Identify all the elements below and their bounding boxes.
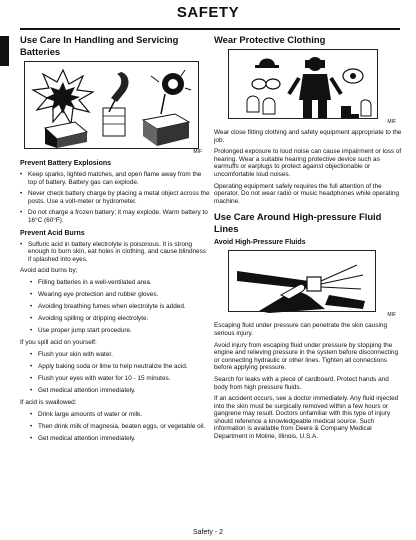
- battery-safety-illustration: [24, 61, 199, 149]
- body-paragraph: Avoid injury from escaping fluid under pressure by stopping the engine and relieving pressure in the system before disconnecting or connecting hydraulic or other lines. Tighten all connections before applying pressure.: [214, 341, 399, 372]
- list-item: • Sulfuric acid in battery electrolyte is poisonous. It is strong enough to burn skin, eat holes in clothing, and cause blindness if splashed into eyes.: [20, 241, 210, 264]
- list-item: • Avoiding spilling or dripping electrolyte.: [20, 315, 210, 323]
- list-item: • Then drink milk of magnesia, beaten eggs, or vegetable oil.: [20, 423, 210, 431]
- protective-gear-image: [229, 50, 379, 120]
- list-item: • Drink large amounts of water or milk.: [20, 411, 210, 419]
- acid-burns-heading: Prevent Acid Burns: [20, 229, 85, 237]
- list-item: • Get medical attention immediately.: [20, 435, 210, 443]
- page-footer: Safety - 2: [193, 529, 223, 536]
- high-pressure-fluids-heading: Avoid High-Pressure Fluids: [214, 239, 306, 247]
- list-item: • Flush your eyes with water for 10 - 15 minutes.: [20, 375, 210, 383]
- list-item: • Flush your skin with water.: [20, 351, 210, 359]
- list-item: • Never check battery charge by placing a metal object across the posts. Use a volt-meter or hydrometer.: [20, 190, 210, 205]
- spill-acid-label: If you spill acid on yourself:: [20, 339, 97, 347]
- body-paragraph: Escaping fluid under pressure can penetrate the skin causing serious injury.: [214, 322, 388, 337]
- body-paragraph: Wear close fitting clothing and safety equipment appropriate to the job.: [214, 129, 402, 144]
- figure-code: MIF: [387, 119, 396, 125]
- protective-clothing-illustration: [228, 49, 378, 119]
- list-item: • Apply baking soda or lime to help neutralize the acid.: [20, 363, 210, 371]
- list-item: • Do not charge a frozen battery; it may explode. Warm battery to 16°C (60°F).: [20, 209, 210, 224]
- figure-code: MIF: [387, 312, 396, 319]
- battery-section-title: Use Care In Handling and Servicing Batteries: [20, 34, 179, 57]
- figure-code: MIF: [193, 149, 202, 155]
- battery-hazard-image: [25, 62, 200, 150]
- fluid-lines-title: Use Care Around High-pressure Fluid Lines: [214, 211, 382, 235]
- list-item: • Filling batteries in a well-ventilated area.: [20, 279, 210, 287]
- section-tab-marker: [0, 36, 9, 66]
- header-divider: [20, 28, 400, 30]
- right-column: [214, 34, 402, 445]
- protective-clothing-title: Wear Protective Clothing: [214, 34, 326, 45]
- avoid-acid-label: Avoid acid burns by;: [20, 267, 78, 275]
- page-title: SAFETY: [176, 4, 240, 21]
- fluid-injection-image: [229, 251, 377, 313]
- list-item: • Use proper jump start procedure.: [20, 327, 210, 335]
- left-column: [20, 34, 210, 447]
- list-item: • Get medical attention immediately.: [20, 387, 210, 395]
- body-paragraph: If an accident occurs, see a doctor immediately. Any fluid injected into the skin must be surgically removed within a few hours or gangrene may result. Doctors unfamiliar with this type of injury should reference a knowledgeable medical source. Such information is available from Deere & Company Medical Department in Moline, Illinois, U.S.A.: [214, 395, 399, 441]
- list-item: • Avoiding breathing fumes when electrolyte is added.: [20, 303, 210, 311]
- swallowed-acid-label: If acid is swallowed:: [20, 399, 77, 407]
- body-paragraph: Operating equipment safely requires the full attention of the operator. Do not wear radio or music headphones while operating machine.: [214, 182, 400, 205]
- battery-explosions-heading: Prevent Battery Explosions: [20, 160, 112, 167]
- body-paragraph: Prolonged exposure to loud noise can cause impairment or loss of hearing. Wear a suitable hearing protective device such as earmuffs or earplugs to protect against objectionable or uncomfortable loud noises.: [214, 148, 402, 178]
- body-paragraph: Search for leaks with a piece of cardboard. Protect hands and body from high pressure fluids.: [214, 375, 389, 391]
- list-item: • Keep sparks, lighted matches, and open flame away from the top of battery. Battery gas can explode.: [20, 171, 210, 186]
- high-pressure-fluid-illustration: [228, 250, 376, 312]
- list-item: • Wearing eye protection and rubber gloves.: [20, 291, 210, 299]
